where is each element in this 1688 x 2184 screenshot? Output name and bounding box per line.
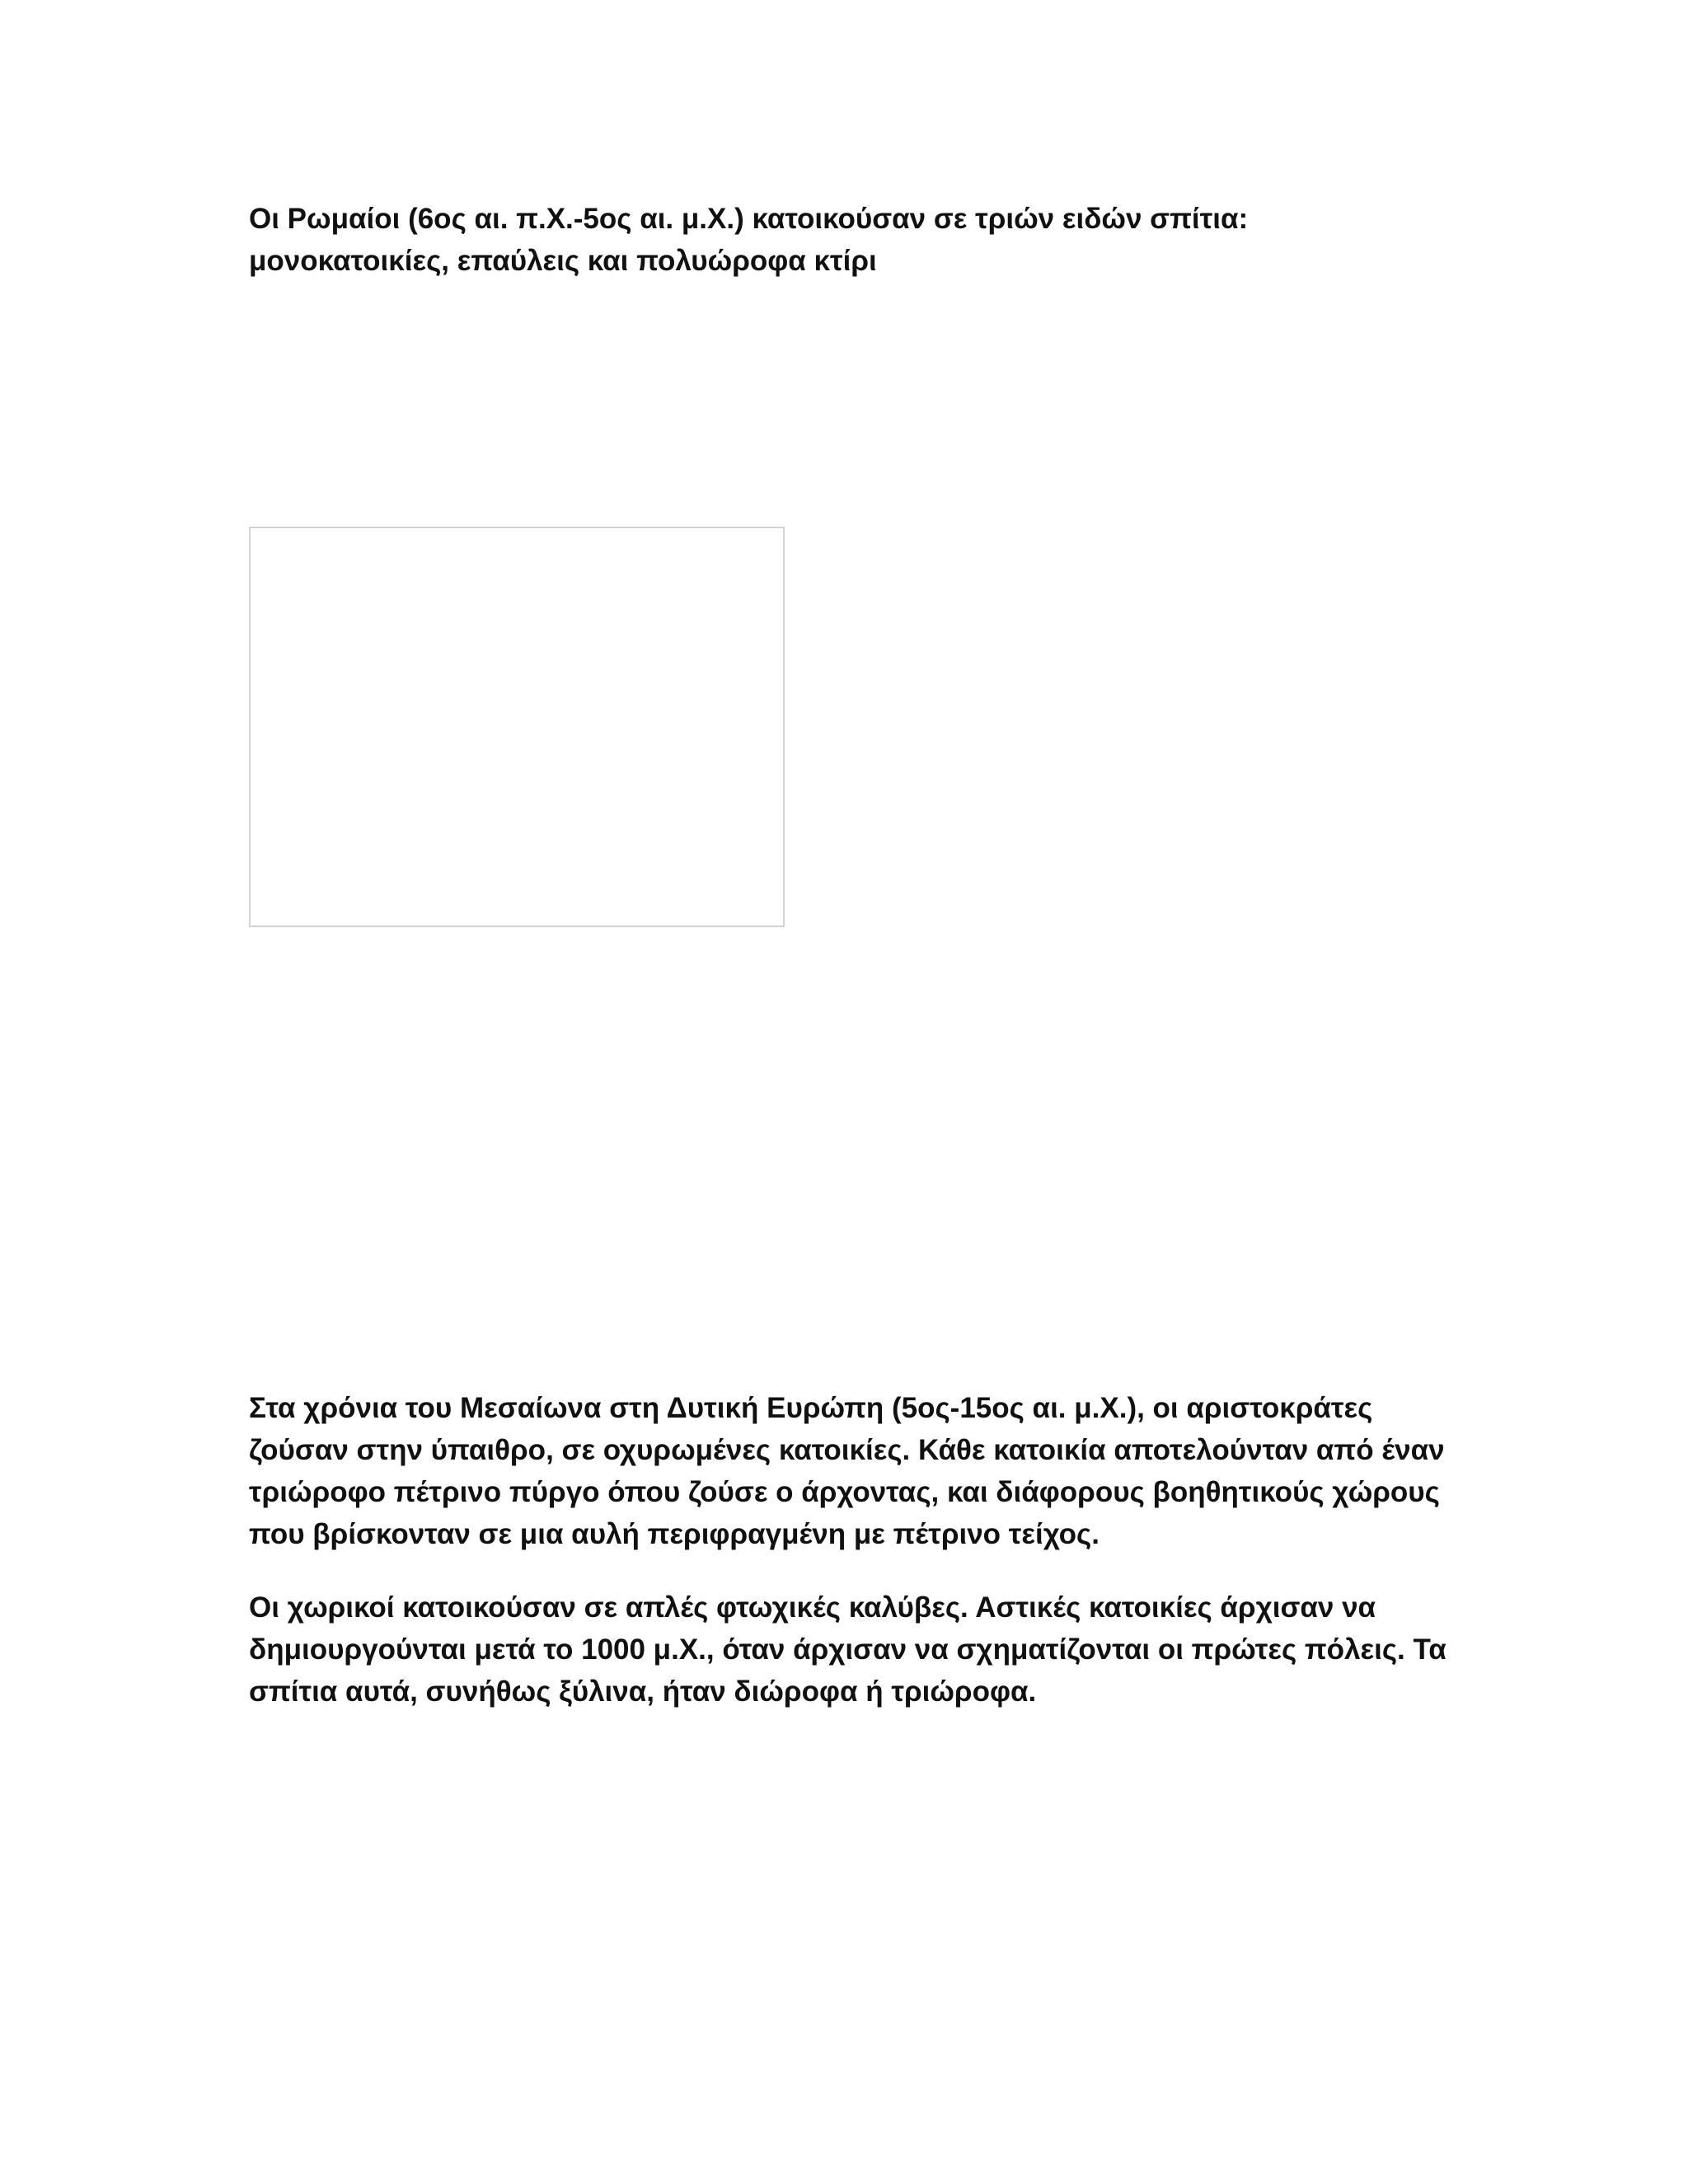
paragraph-romans: Οι Ρωμαίοι (6ος αι. π.Χ.-5ος αι. μ.Χ.) κατοικούσαν σε τριών ειδών σπίτια: μονοκατοικίες, επαύλεις και πολυώροφα κτίρι [249, 203, 1249, 277]
paragraph-medieval-aristocrats: Στα χρόνια του Μεσαίωνα στη Δυτική Ευρώπη (5ος-15ος αι. μ.Χ.), οι αριστοκράτες ζούσαν στην ύπαιθρο, σε οχυρωμένες κατοικίες. Κάθε κατοικία αποτελούνταν από έναν τριώροφο πέτρινο πύργο όπου ζούσε ο άρχοντας, και διάφορους βοηθητικούς χώρους που βρίσκονταν σε μια αυλή περιφραγμένη με πέτρινο τείχος. [249, 1392, 1445, 1550]
paragraph-medieval-peasants: Οι χωρικοί κατοικούσαν σε απλές φτωχικές καλύβες. Αστικές κατοικίες άρχισαν να δημιουργούνται μετά το 1000 μ.Χ., όταν άρχισαν να σχηματίζονται οι πρώτες πόλεις. Τα σπίτια αυτά, συνήθως ξύλινα, ήταν διώροφα ή τριώροφα. [249, 1591, 1447, 1708]
image-placeholder [249, 527, 785, 927]
